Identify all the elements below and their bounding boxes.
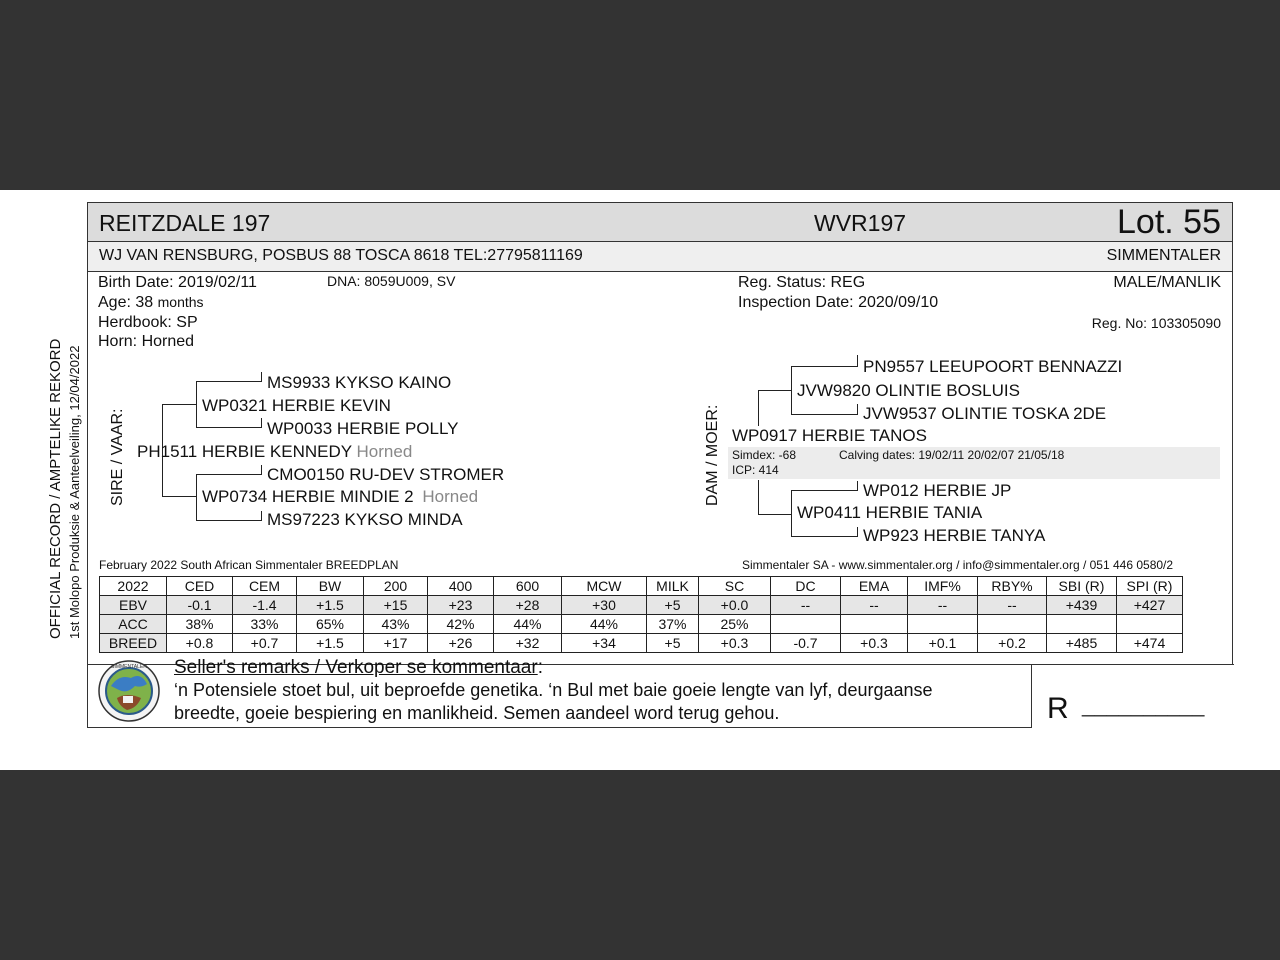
dd-bracket [791, 490, 792, 536]
ebv-table [99, 576, 1183, 653]
table-cell: -0.1 [167, 596, 233, 615]
age [98, 294, 204, 312]
header-cell: 200 [364, 577, 428, 596]
reg-number: Reg. No: 103305090 [1091, 315, 1221, 331]
ssd-tick [261, 418, 262, 428]
inspection-date: Inspection Date: 2020/09/10 [738, 294, 939, 311]
lot-number: Lot. 55 [1117, 203, 1221, 241]
table-cell: 44% [494, 615, 562, 634]
table-cell: +1.5 [297, 596, 364, 615]
sire-dam-text: WP0734 HERBIE MINDIE 2 [202, 487, 414, 506]
sire-bracket-bottom [162, 496, 197, 497]
dss-tick [857, 355, 858, 367]
table-cell: +28 [494, 596, 562, 615]
table-cell [978, 615, 1047, 634]
table-cell: +0.7 [233, 634, 297, 653]
birth-date [98, 274, 257, 292]
sire-dam-sire: CMO0150 RU-DEV STROMER [267, 465, 505, 484]
ss-bracket-bottom [196, 427, 261, 428]
table-cell: +0.2 [978, 634, 1047, 653]
icp: ICP: 414 [732, 463, 779, 477]
table-cell [1117, 615, 1183, 634]
table-cell: EBV [100, 596, 167, 615]
age-label: Age: [98, 294, 131, 311]
sire-dam-horn-note: Horned [422, 487, 479, 506]
sire-sire-dam: WP0033 HERBIE POLLY [267, 419, 459, 438]
table-cell: +30 [562, 596, 647, 615]
table-header-row [100, 577, 1183, 596]
header-cell: 400 [428, 577, 494, 596]
simmentaler-logo-icon [97, 660, 161, 722]
ss-bracket-top [196, 381, 261, 382]
table-cell: +439 [1047, 596, 1117, 615]
dd-bracket-top [791, 490, 857, 491]
table-cell: +17 [364, 634, 428, 653]
table-cell: 43% [364, 615, 428, 634]
sd-bracket [196, 474, 197, 520]
table-cell: +5 [647, 634, 699, 653]
reg-status: Reg. Status: REG [738, 274, 866, 291]
remarks-heading-colon: : [537, 657, 543, 678]
table-cell: -- [908, 596, 978, 615]
sire-name-text: PH1511 HERBIE KENNEDY [137, 442, 352, 461]
header-cell: SC [699, 577, 771, 596]
breedplan-source: February 2022 South African Simmentaler BREEDPLAN [99, 558, 399, 572]
ss-bracket [196, 381, 197, 427]
table-cell: +26 [428, 634, 494, 653]
sds-tick [261, 465, 262, 475]
table-cell: 42% [428, 615, 494, 634]
dam-sire-dam: JVW9537 OLINTIE TOSKA 2DE [863, 404, 1107, 423]
dam-lower-bracket-bottom [758, 514, 791, 515]
table-cell: +1.5 [297, 634, 364, 653]
dds-tick [857, 481, 858, 491]
table-cell: -0.7 [771, 634, 841, 653]
header-cell: MILK [647, 577, 699, 596]
table-cell: +474 [1117, 634, 1183, 653]
table-cell: +5 [647, 596, 699, 615]
sdd-tick [261, 511, 262, 521]
sex: MALE/MANLIK [1113, 274, 1221, 291]
official-record-label: OFFICIAL RECORD / AMPTELIKE REKORD [47, 338, 64, 639]
table-cell: 25% [699, 615, 771, 634]
table-cell: +485 [1047, 634, 1117, 653]
dd-bracket-bottom [791, 536, 857, 537]
table-cell: 33% [233, 615, 297, 634]
sire-dam-dam: MS97223 KYKSO MINDA [267, 510, 463, 529]
table-cell: +0.3 [841, 634, 908, 653]
sire-sire-sire: MS9933 KYKSO KAINO [267, 373, 452, 392]
birth-date-label: Birth Date: [98, 274, 174, 291]
dam-upper-bracket-top [758, 390, 791, 391]
sire-label: SIRE / VAAR: [109, 408, 126, 506]
remarks-line-2: breedte, goeie bespiering en manlikheid. Semen aandeel word terug gehou. [174, 703, 780, 723]
table-cell: +32 [494, 634, 562, 653]
price-blank[interactable]: __________ [1082, 692, 1205, 717]
sire-bracket-top [162, 404, 197, 405]
owner-details: WJ VAN RENSBURG, POSBUS 88 TOSCA 8618 TEL:27795811169 [99, 247, 583, 264]
dam-sire-sire: PN9557 LEEUPOORT BENNAZZI [863, 357, 1123, 376]
table-cell [771, 615, 841, 634]
sire-dam [202, 487, 478, 507]
dam-label: DAM / MOER: [704, 404, 721, 506]
ds-bracket-top [791, 366, 857, 367]
dam-dam-sire: WP012 HERBIE JP [863, 481, 1012, 500]
breed-name: SIMMENTALER [1106, 247, 1221, 264]
owner-bar [87, 242, 1233, 272]
dam-dam: WP0411 HERBIE TANIA [797, 503, 983, 522]
table-row-ebv [100, 596, 1183, 615]
ds-bracket-bottom [791, 414, 857, 415]
dam-dam-dam: WP923 HERBIE TANYA [863, 526, 1046, 545]
header-cell: SBI (R) [1047, 577, 1117, 596]
sd-bracket-bottom [196, 520, 261, 521]
animal-id: WVR197 [814, 210, 907, 236]
remarks-line-1: ‘n Potensiele stoet bul, uit beproefde genetika. ‘n Bul met baie goeie lengte van lyf, deurgaanse [174, 680, 933, 700]
dam-upper-bracket [758, 390, 759, 426]
birth-date-value: 2019/02/11 [178, 274, 257, 291]
table-cell [1047, 615, 1117, 634]
logo-text: SIMMENTALER [111, 664, 147, 670]
header-cell: 600 [494, 577, 562, 596]
table-cell: +0.1 [908, 634, 978, 653]
dna-info: DNA: 8059U009, SV [327, 273, 456, 289]
header-cell: 2022 [100, 577, 167, 596]
table-cell: +34 [562, 634, 647, 653]
dam-name: WP0917 HERBIE TANOS [732, 426, 927, 445]
table-cell: BREED [100, 634, 167, 653]
breedplan-contact: Simmentaler SA - www.simmentaler.org / info@simmentaler.org / 051 446 0580/2 [742, 558, 1174, 572]
title-bar [87, 202, 1233, 242]
herdbook: Herdbook: SP [98, 314, 198, 331]
age-value: 38 [135, 294, 154, 311]
header-cell: BW [297, 577, 364, 596]
table-cell: 38% [167, 615, 233, 634]
lot-card [0, 190, 1280, 770]
sd-bracket-top [196, 474, 261, 475]
table-row-breed [100, 634, 1183, 653]
table-cell: +427 [1117, 596, 1183, 615]
header-cell: MCW [562, 577, 647, 596]
table-cell: -- [978, 596, 1047, 615]
header-cell: IMF% [908, 577, 978, 596]
dam-lower-bracket [758, 480, 759, 514]
table-cell [908, 615, 978, 634]
table-cell [841, 615, 908, 634]
header-cell: CED [167, 577, 233, 596]
table-cell: +15 [364, 596, 428, 615]
header-cell: CEM [233, 577, 297, 596]
table-cell: +0.3 [699, 634, 771, 653]
table-cell: ACC [100, 615, 167, 634]
ddd-tick [857, 527, 858, 537]
header-cell: SPI (R) [1117, 577, 1183, 596]
animal-name: REITZDALE 197 [99, 210, 271, 236]
age-unit: months [157, 294, 204, 310]
remarks-heading [174, 657, 543, 679]
table-cell: 65% [297, 615, 364, 634]
dsd-tick [857, 404, 858, 415]
header-cell: DC [771, 577, 841, 596]
dam-sire: JVW9820 OLINTIE BOSLUIS [797, 381, 1020, 400]
table-cell: -- [771, 596, 841, 615]
remarks-heading-text: Seller's remarks / Verkoper se kommentaar [174, 657, 538, 678]
header-cell: EMA [841, 577, 908, 596]
table-cell: -1.4 [233, 596, 297, 615]
sire-horn-note: Horned [356, 442, 413, 461]
table-cell: +0.8 [167, 634, 233, 653]
sire-name [137, 442, 412, 462]
table-cell: 44% [562, 615, 647, 634]
table-cell: 37% [647, 615, 699, 634]
table-cell: -- [841, 596, 908, 615]
horn-status: Horn: Horned [98, 333, 195, 350]
price-currency: R [1047, 692, 1069, 725]
sale-name-label: 1st Molopo Produksie & Aanteelveiling, 12/04/2022 [67, 345, 82, 639]
table-row-acc [100, 615, 1183, 634]
ds-bracket [791, 366, 792, 414]
table-cell: +0.0 [699, 596, 771, 615]
simdex: Simdex: -68 [732, 448, 797, 462]
sire-sire: WP0321 HERBIE KEVIN [202, 396, 391, 415]
calving-dates: Calving dates: 19/02/11 20/02/07 21/05/18 [839, 448, 1065, 462]
header-cell: RBY% [978, 577, 1047, 596]
sss-tick [261, 372, 262, 382]
table-cell: +23 [428, 596, 494, 615]
